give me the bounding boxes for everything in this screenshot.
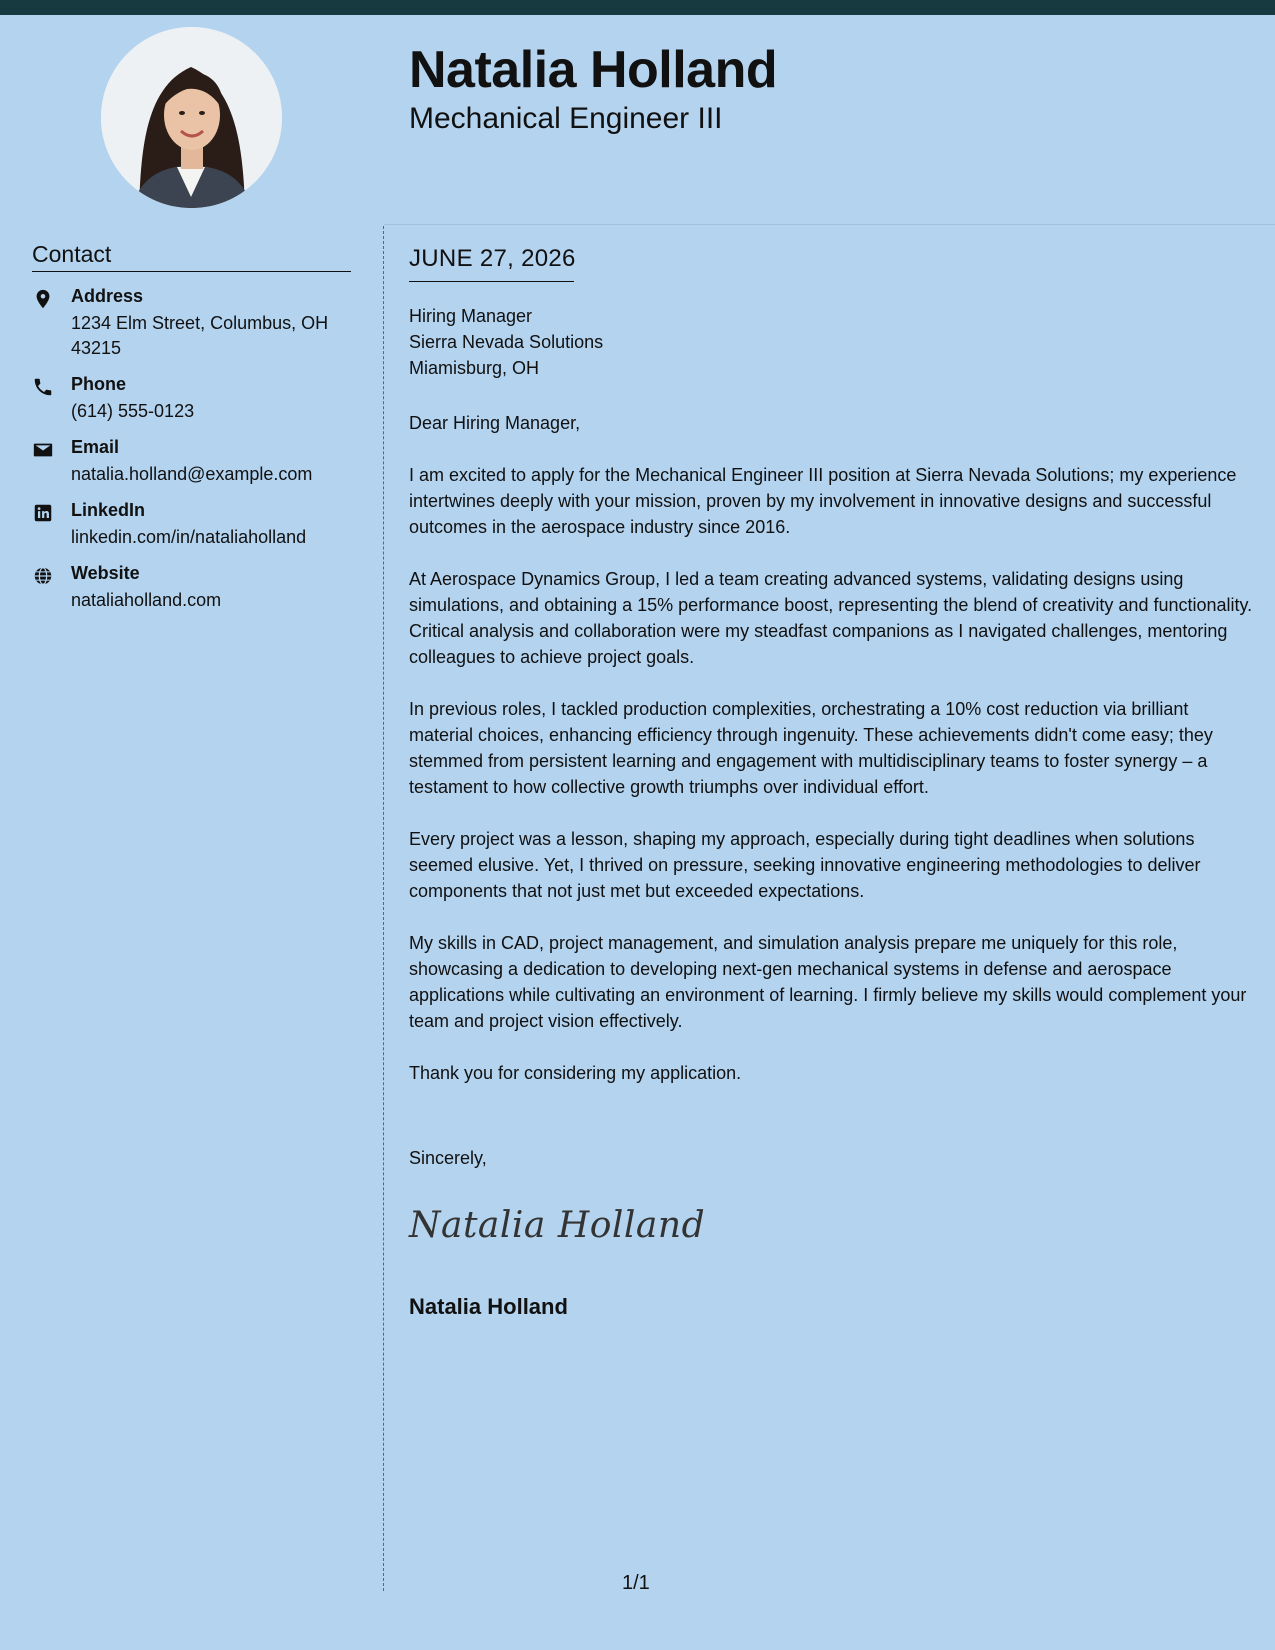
letter-paragraph: I am excited to apply for the Mechanical Engineer III position at Sierra Nevada Solutions; my experience intertwines deeply with your mission, proven by my involvement in innovative designs and successful outcomes in the aerospace industry since 2016. xyxy=(409,465,1237,537)
recipient-line: Miamisburg, OH xyxy=(409,358,540,378)
contact-value: (614) 555-0123 xyxy=(71,401,195,421)
contact-value: natalia.holland@example.com xyxy=(71,464,313,484)
globe-icon xyxy=(32,565,54,587)
letter-paragraph: At Aerospace Dynamics Group, I led a team creating advanced systems, validating designs using simulations, and obtaining a 15% performance boost, representing the blend of creativity and functionality. Critical analysis and collaboration were my steadfast companions as I navigated challenges, mentoring colleagues to achieve project goals. xyxy=(409,569,1253,667)
applicant-name: Natalia Holland xyxy=(409,41,778,99)
letter-paragraph: In previous roles, I tackled production complexities, orchestrating a 10% cost reduction via brilliant material choices, enhancing efficiency through ingenuity. These achievements didn't come easy; they stemmed from persistent learning and engagement with multidisciplinary teams to foster synergy – a testament to how collective growth triumphs over individual effort. xyxy=(409,699,1213,797)
top-bar xyxy=(0,0,1275,15)
contact-label: Email xyxy=(71,437,120,457)
letter-body xyxy=(409,410,1254,1112)
letter-date: JUNE 27, 2026 xyxy=(409,245,576,272)
salutation: Dear Hiring Manager, xyxy=(409,413,581,433)
envelope-icon xyxy=(32,439,54,461)
contact-label: LinkedIn xyxy=(71,500,146,520)
contact-heading-rule xyxy=(32,271,351,272)
recipient-block xyxy=(409,303,603,381)
letter-paragraph: Thank you for considering my application. xyxy=(409,1063,742,1083)
contact-value: 1234 Elm Street, Columbus, OH 43215 xyxy=(71,313,329,358)
signer-name: Natalia Holland xyxy=(409,1294,568,1319)
letter-paragraph: My skills in CAD, project management, and simulation analysis prepare me uniquely for this role, showcasing a dedication to developing next-gen mechanical systems in defense and aerospace applications while cultivating an environment of learning. I firmly believe my skills would complement your team and project vision effectively. xyxy=(409,933,1247,1031)
contact-label: Phone xyxy=(71,374,127,394)
map-pin-icon xyxy=(32,288,54,310)
recipient-line: Hiring Manager xyxy=(409,306,533,326)
letter-paragraph: Every project was a lesson, shaping my approach, especially during tight deadlines when solutions seemed elusive. Yet, I thrived on pressure, seeking innovative engineering methodologies to deliver components that not just met but exceeded expectations. xyxy=(409,829,1201,901)
linkedin-icon xyxy=(32,502,54,524)
page-number: 1/1 xyxy=(622,1572,650,1594)
applicant-title: Mechanical Engineer III xyxy=(409,102,723,135)
contact-label: Address xyxy=(71,286,144,306)
closing: Sincerely, xyxy=(409,1148,487,1168)
contact-value: linkedin.com/in/nataliaholland xyxy=(71,527,307,547)
contact-heading: Contact xyxy=(32,241,112,267)
header-separator xyxy=(384,224,1275,225)
phone-icon xyxy=(32,376,54,398)
signature: Natalia Holland xyxy=(409,1205,706,1246)
contact-value: nataliaholland.com xyxy=(71,590,222,610)
profile-photo xyxy=(101,27,282,208)
recipient-line: Sierra Nevada Solutions xyxy=(409,332,604,352)
date-rule xyxy=(409,281,574,282)
contact-label: Website xyxy=(71,563,140,583)
column-divider xyxy=(383,226,384,1591)
